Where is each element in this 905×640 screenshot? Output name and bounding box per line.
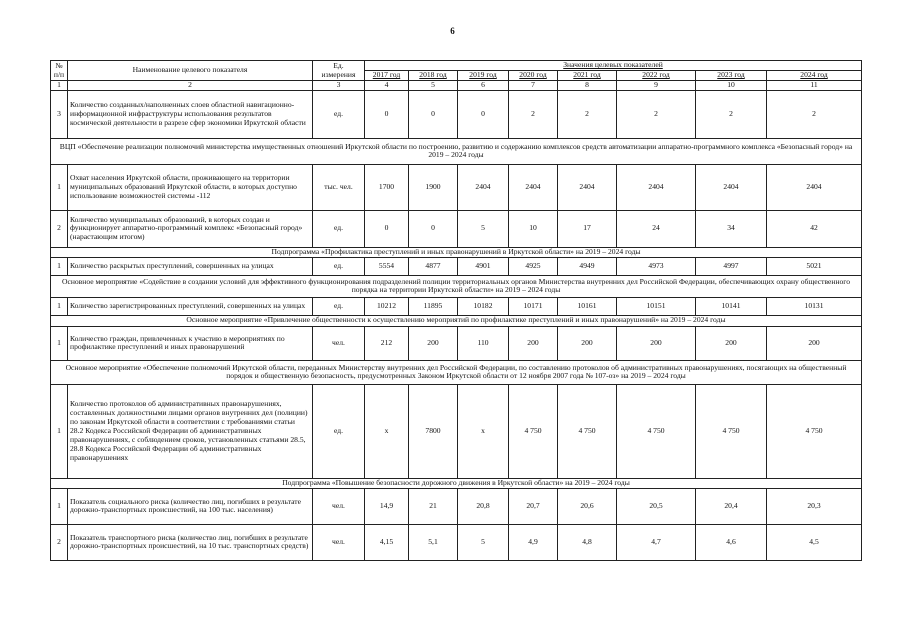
value-cell: 200 — [509, 326, 558, 360]
header-column-number: 7 — [509, 81, 558, 91]
header-year: 2019 год — [458, 71, 509, 81]
section-title: Подпрограмма «Повышение безопасности дорожного движения в Иркутской области» на 2019 – 2024 годы — [51, 478, 862, 488]
value-cell: 4 750 — [617, 384, 696, 478]
value-cell: 4 750 — [696, 384, 767, 478]
table-row — [51, 524, 862, 560]
value-cell: 4 750 — [509, 384, 558, 478]
header-year: 2024 год — [767, 71, 862, 81]
value-cell: 4949 — [558, 257, 617, 275]
header-column-number: 10 — [696, 81, 767, 91]
value-cell: 2 — [617, 90, 696, 138]
value-cell: 200 — [409, 326, 458, 360]
unit-cell: чел. — [313, 488, 365, 524]
row-number: 2 — [51, 210, 68, 247]
value-cell: х — [458, 384, 509, 478]
section-title: Подпрограмма «Профилактика преступлений и иных правонарушений в Иркутской области» на 2019 – 2024 годы — [51, 247, 862, 257]
unit-cell: ед. — [313, 90, 365, 138]
section-row — [51, 275, 862, 297]
header-column-number: 9 — [617, 81, 696, 91]
value-cell: 10141 — [696, 297, 767, 315]
section-row — [51, 360, 862, 384]
value-cell: 20,3 — [767, 488, 862, 524]
indicator-name: Показатель транспортного риска (количество лиц, погибших в результате дорожно-транспортных происшествий, на 10 тыс. транспортных средств) — [68, 524, 313, 560]
table-row — [51, 488, 862, 524]
value-cell: 20,6 — [558, 488, 617, 524]
value-cell: 2404 — [617, 164, 696, 210]
value-cell: 5554 — [365, 257, 409, 275]
value-cell: 4,6 — [696, 524, 767, 560]
value-cell: 10161 — [558, 297, 617, 315]
header-column-number: 4 — [365, 81, 409, 91]
header-column-number: 1 — [51, 81, 68, 91]
value-cell: 5 — [458, 524, 509, 560]
value-cell: 4,5 — [767, 524, 862, 560]
section-title: Основное мероприятие «Обеспечение полномочий Иркутской области, переданных Министерству внутренних дел Российской Федерации, по составлению протоколов об административных правонарушениях, посягающих на общественный порядок и общественную безопасность, предусмотренных Законом Иркутской области от 12 ноября 2007 года № 107-оз» на 2019 – 2024 годы — [51, 360, 862, 384]
value-cell: 5021 — [767, 257, 862, 275]
value-cell: 20,4 — [696, 488, 767, 524]
value-cell: х — [365, 384, 409, 478]
header-column-number: 8 — [558, 81, 617, 91]
indicator-name: Количество зарегистрированных преступлений, совершенных на улицах — [68, 297, 313, 315]
header-year: 2021 год — [558, 71, 617, 81]
value-cell: 2404 — [767, 164, 862, 210]
value-cell: 10 — [509, 210, 558, 247]
row-number: 2 — [51, 524, 68, 560]
value-cell: 20,5 — [617, 488, 696, 524]
unit-cell: ед. — [313, 257, 365, 275]
value-cell: 0 — [365, 210, 409, 247]
unit-cell: ед. — [313, 210, 365, 247]
header-column-number: 5 — [409, 81, 458, 91]
value-cell: 10131 — [767, 297, 862, 315]
value-cell: 34 — [696, 210, 767, 247]
value-cell: 4973 — [617, 257, 696, 275]
value-cell: 110 — [458, 326, 509, 360]
value-cell: 24 — [617, 210, 696, 247]
row-number: 1 — [51, 164, 68, 210]
unit-cell: чел. — [313, 326, 365, 360]
header-column-number: 2 — [68, 81, 313, 91]
value-cell: 10171 — [509, 297, 558, 315]
header-year: 2017 год — [365, 71, 409, 81]
section-row — [51, 247, 862, 257]
value-cell: 5,1 — [409, 524, 458, 560]
section-row — [51, 138, 862, 164]
value-cell: 200 — [558, 326, 617, 360]
value-cell: 0 — [365, 90, 409, 138]
table-row — [51, 326, 862, 360]
header-unit: Ед. измерения — [313, 61, 365, 81]
value-cell: 20,8 — [458, 488, 509, 524]
value-cell: 7800 — [409, 384, 458, 478]
table-row — [51, 164, 862, 210]
indicator-name: Количество граждан, привлеченных к участию в мероприятиях по профилактике преступлений и иных правонарушений — [68, 326, 313, 360]
value-cell: 2404 — [458, 164, 509, 210]
indicator-name: Количество муниципальных образований, в которых создан и функционирует аппаратно-программный комплекс «Безопасный город» (нарастающим итогом) — [68, 210, 313, 247]
value-cell: 4,7 — [617, 524, 696, 560]
row-number: 1 — [51, 384, 68, 478]
table-row — [51, 210, 862, 247]
row-number: 3 — [51, 90, 68, 138]
value-cell: 1700 — [365, 164, 409, 210]
table-row — [51, 257, 862, 275]
header-values-title: Значения целевых показателей — [365, 61, 862, 71]
header-year: 2022 год — [617, 71, 696, 81]
section-title: ВЦП «Обеспечение реализации полномочий министерства имущественных отношений Иркутской области по построению, развитию и содержанию комплексов средств автоматизации аппаратно-программного комплекса «Безопасный город» на 2019 – 2024 годы — [51, 138, 862, 164]
value-cell: 0 — [409, 210, 458, 247]
header-year: 2023 год — [696, 71, 767, 81]
value-cell: 21 — [409, 488, 458, 524]
value-cell: 11895 — [409, 297, 458, 315]
value-cell: 10151 — [617, 297, 696, 315]
value-cell: 2 — [767, 90, 862, 138]
header-number: № п/п — [51, 61, 68, 81]
value-cell: 2404 — [509, 164, 558, 210]
section-row — [51, 315, 862, 326]
value-cell: 200 — [696, 326, 767, 360]
value-cell: 0 — [458, 90, 509, 138]
value-cell: 4,15 — [365, 524, 409, 560]
indicator-name: Количество созданных/наполненных слоев областной навигационно-информационной инфраструктуры использования результатов космической деятельности в разрезе сфер экономики Иркутской области — [68, 90, 313, 138]
value-cell: 4997 — [696, 257, 767, 275]
value-cell: 17 — [558, 210, 617, 247]
value-cell: 4 750 — [767, 384, 862, 478]
value-cell: 1900 — [409, 164, 458, 210]
value-cell: 20,7 — [509, 488, 558, 524]
indicator-name: Показатель социального риска (количество лиц, погибших в результате дорожно-транспортных происшествий, на 100 тыс. населения) — [68, 488, 313, 524]
value-cell: 2 — [509, 90, 558, 138]
page-number: 6 — [450, 26, 455, 36]
value-cell: 212 — [365, 326, 409, 360]
value-cell: 2 — [696, 90, 767, 138]
value-cell: 4925 — [509, 257, 558, 275]
header-column-number: 11 — [767, 81, 862, 91]
header-indicator-name: Наименование целевого показателя — [68, 61, 313, 81]
unit-cell: тыс. чел. — [313, 164, 365, 210]
row-number: 1 — [51, 488, 68, 524]
header-year: 2020 год — [509, 71, 558, 81]
value-cell: 200 — [767, 326, 862, 360]
value-cell: 0 — [409, 90, 458, 138]
value-cell: 14,9 — [365, 488, 409, 524]
value-cell: 4901 — [458, 257, 509, 275]
header-column-number: 3 — [313, 81, 365, 91]
target-indicators-table — [50, 60, 862, 561]
header-column-number: 6 — [458, 81, 509, 91]
table-row — [51, 90, 862, 138]
unit-cell: ед. — [313, 384, 365, 478]
section-title: Основное мероприятие «Содействие в создании условий для эффективного функционирования подразделений полиции территориальных органов Министерства внутренних дел Российской Федерации, обеспечивающих охрану общественного порядка на территории Иркутской области» на 2019 – 2024 годы — [51, 275, 862, 297]
value-cell: 5 — [458, 210, 509, 247]
row-number: 1 — [51, 326, 68, 360]
indicator-name: Охват населения Иркутской области, проживающего на территории муниципальных образований Иркутской области, в которых доступно использование возможностей системы -112 — [68, 164, 313, 210]
value-cell: 4 750 — [558, 384, 617, 478]
value-cell: 42 — [767, 210, 862, 247]
value-cell: 2 — [558, 90, 617, 138]
section-title: Основное мероприятие «Привлечение общественности к осуществлению мероприятий по профилактике преступлений и иных правонарушений» на 2019 – 2024 годы — [51, 315, 862, 326]
value-cell: 2404 — [558, 164, 617, 210]
section-row — [51, 478, 862, 488]
value-cell: 4,8 — [558, 524, 617, 560]
value-cell: 10182 — [458, 297, 509, 315]
table-row — [51, 384, 862, 478]
indicator-name: Количество раскрытых преступлений, совершенных на улицах — [68, 257, 313, 275]
value-cell: 4877 — [409, 257, 458, 275]
value-cell: 4,9 — [509, 524, 558, 560]
table-row — [51, 297, 862, 315]
row-number: 1 — [51, 297, 68, 315]
unit-cell: чел. — [313, 524, 365, 560]
unit-cell: ед. — [313, 297, 365, 315]
value-cell: 2404 — [696, 164, 767, 210]
value-cell: 10212 — [365, 297, 409, 315]
row-number: 1 — [51, 257, 68, 275]
indicator-name: Количество протоколов об административных правонарушениях, составленных должностными лицами органов внутренних дел (полиции) по законам Иркутской области в соответствии с требованиями статьи 28.2 Кодекса Российской Федерации об административных правонарушениях, с соблюдением сроков, установленных статьями 28.5, 28.8 Кодекса Российской Федерации об административных правонарушениях — [68, 384, 313, 478]
value-cell: 200 — [617, 326, 696, 360]
header-year: 2018 год — [409, 71, 458, 81]
